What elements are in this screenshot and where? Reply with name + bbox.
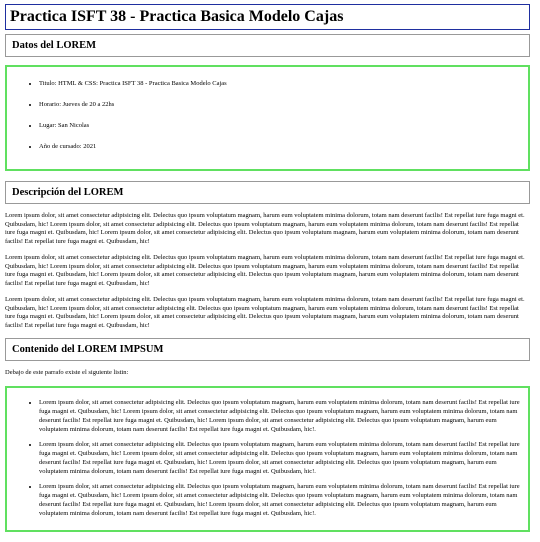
- list-item: • Lorem ipsum dolor, sit amet consectetur adipisicing elit. Delectus quo ipsum voluptatum magnam, harum eum voluptatem minima dolorum, totam nam deserunt facilis! Est repellat iure fuga magni et. Quibusdam, hic! Lorem ipsum dolor, sit amet consectetur adipisicing elit. Delectus quo ipsum voluptatum magnam, harum eum voluptatem minima dolorum, totam nam deserunt facilis! Est repellat iure fuga magni et. Quibusdam, hic! Lorem ipsum dolor, sit amet consectetur adipisicing elit. Delectus quo ipsum voluptatum magnam, harum eum voluptatem minima dolorum, totam nam deserunt facilis! Est repellat iure fuga magni et. Quibusdam, hic!.: [39, 440, 520, 476]
- contenido-list-box: [5, 386, 530, 532]
- page-title: Practica ISFT 38 - Practica Basica Modelo Cajas: [5, 4, 530, 30]
- contenido-intro: Debajo de este parrafo existe el siguiente listin:: [5, 369, 129, 376]
- datos-list: [27, 79, 520, 151]
- datos-item-titulo: • Titulo: HTML & CSS: Practica ISFT 38 - Practica Basica Modelo Cajas: [39, 79, 520, 88]
- list-item: • Lorem ipsum dolor, sit amet consectetur adipisicing elit. Delectus quo ipsum voluptatum magnam, harum eum voluptatem minima dolorum, totam nam deserunt facilis! Est repellat iure fuga magni et. Quibusdam, hic! Lorem ipsum dolor, sit amet consectetur adipisicing elit. Delectus quo ipsum voluptatum magnam, harum eum voluptatem minima dolorum, totam nam deserunt facilis! Est repellat iure fuga magni et. Quibusdam, hic! Lorem ipsum dolor, sit amet consectetur adipisicing elit. Delectus quo ipsum voluptatum magnam, harum eum voluptatem minima dolorum, totam nam deserunt facilis! Est repellat iure fuga magni et. Quibusdam, hic!.: [39, 398, 520, 434]
- datos-item-anio: • Año de cursado: 2021: [39, 142, 520, 151]
- section-heading-descripcion: Descripción del LOREM: [5, 181, 530, 204]
- descripcion-paragraph: Lorem ipsum dolor, sit amet consectetur adipisicing elit. Delectus quo ipsum voluptatum magnam, harum eum voluptatem minima dolorum, totam nam deserunt facilis! Est repellat iure fuga magni et. Quibusdam, hic! Lorem ipsum dolor, sit amet consectetur adipisicing elit. Delectus quo ipsum voluptatum magnam, harum eum voluptatem minima dolorum, totam nam deserunt facilis! Est repellat iure fuga magni et. Quibusdam, hic! Lorem ipsum dolor, sit amet consectetur adipisicing elit. Delectus quo ipsum voluptatum magnam, harum eum voluptatem minima dolorum, totam nam deserunt facilis! Est repellat iure fuga magni et. Quibusdam, hic!: [5, 254, 525, 287]
- contenido-list: [27, 398, 520, 518]
- section-heading-contenido: Contenido del LOREM IMPSUM: [5, 338, 530, 361]
- list-item: • Lorem ipsum dolor, sit amet consectetur adipisicing elit. Delectus quo ipsum voluptatum magnam, harum eum voluptatem minima dolorum, totam nam deserunt facilis! Est repellat iure fuga magni et. Quibusdam, hic! Lorem ipsum dolor, sit amet consectetur adipisicing elit. Delectus quo ipsum voluptatum magnam, harum eum voluptatem minima dolorum, totam nam deserunt facilis! Est repellat iure fuga magni et. Quibusdam, hic! Lorem ipsum dolor, sit amet consectetur adipisicing elit. Delectus quo ipsum voluptatum magnam, harum eum voluptatem minima dolorum, totam nam deserunt facilis! Est repellat iure fuga magni et. Quibusdam, hic!.: [39, 482, 520, 518]
- datos-item-horario: • Horario: Jueves de 20 a 22hs: [39, 100, 520, 109]
- descripcion-paragraph: Lorem ipsum dolor, sit amet consectetur adipisicing elit. Delectus quo ipsum voluptatum magnam, harum eum voluptatem minima dolorum, totam nam deserunt facilis! Est repellat iure fuga magni et. Quibusdam, hic! Lorem ipsum dolor, sit amet consectetur adipisicing elit. Delectus quo ipsum voluptatum magnam, harum eum voluptatem minima dolorum, totam nam deserunt facilis! Est repellat iure fuga magni et. Quibusdam, hic! Lorem ipsum dolor, sit amet consectetur adipisicing elit. Delectus quo ipsum voluptatum magnam, harum eum voluptatem minima dolorum, totam nam deserunt facilis! Est repellat iure fuga magni et. Quibusdam, hic!: [5, 212, 525, 245]
- datos-item-lugar: • Lugar: San Nicolas: [39, 121, 520, 130]
- section-heading-datos: Datos del LOREM: [5, 34, 530, 57]
- descripcion-paragraph: Lorem ipsum dolor, sit amet consectetur adipisicing elit. Delectus quo ipsum voluptatum magnam, harum eum voluptatem minima dolorum, totam nam deserunt facilis! Est repellat iure fuga magni et. Quibusdam, hic! Lorem ipsum dolor, sit amet consectetur adipisicing elit. Delectus quo ipsum voluptatum magnam, harum eum voluptatem minima dolorum, totam nam deserunt facilis! Est repellat iure fuga magni et. Quibusdam, hic! Lorem ipsum dolor, sit amet consectetur adipisicing elit. Delectus quo ipsum voluptatum magnam, harum eum voluptatem minima dolorum, totam nam deserunt facilis! Est repellat iure fuga magni et. Quibusdam, hic!: [5, 296, 525, 329]
- datos-list-box: [5, 65, 530, 171]
- page: [5, 4, 530, 542]
